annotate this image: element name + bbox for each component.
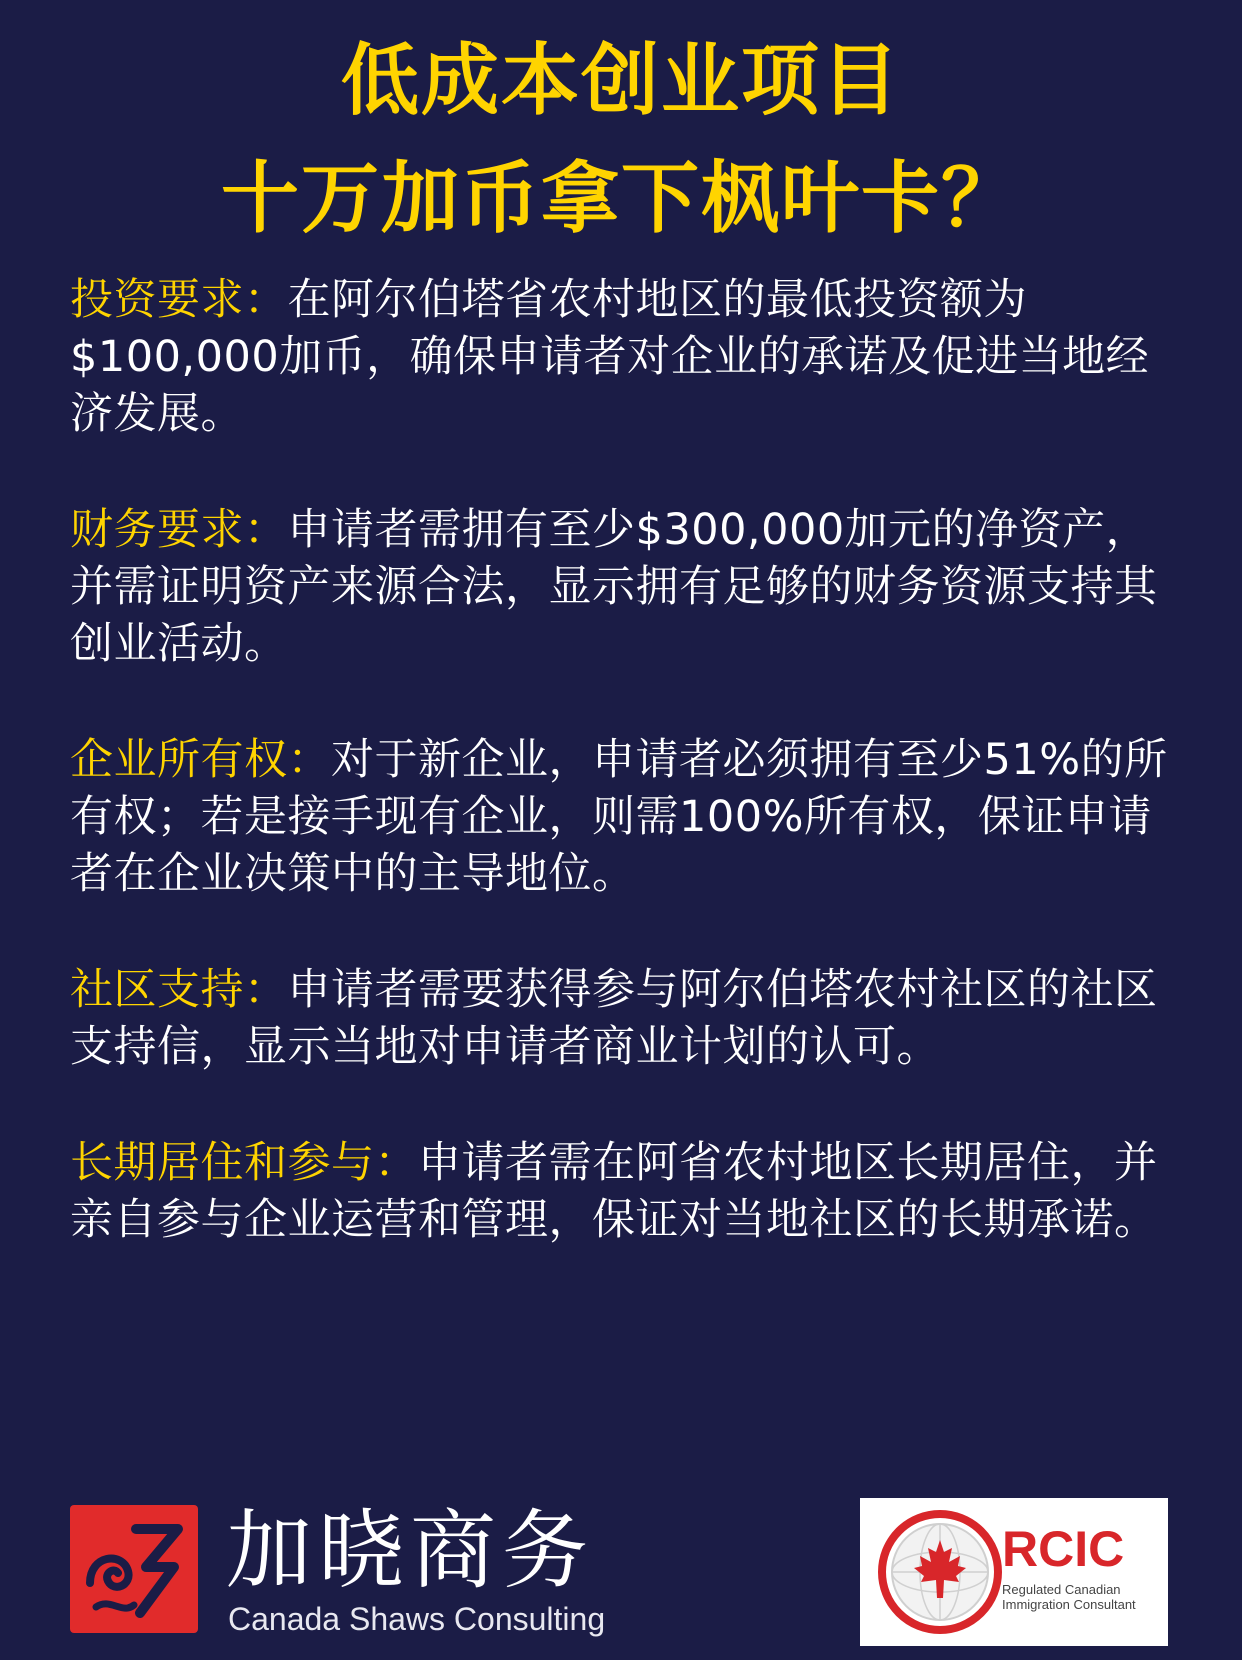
brand-name-english: Canada Shaws Consulting	[228, 1601, 606, 1637]
page-title: 低成本创业项目	[340, 36, 901, 126]
spiral-logo-icon	[70, 1505, 198, 1633]
section-investment	[70, 272, 1170, 443]
page-subtitle: 十万加币拿下枫叶卡？	[220, 154, 1021, 244]
requirements-list	[70, 272, 1170, 1308]
section-label: 企业所有权：	[70, 735, 331, 785]
section-ownership	[70, 732, 1170, 903]
section-residency	[70, 1135, 1170, 1249]
section-text: 申请者需要获得参与阿尔伯塔农村社区的社区支持信，显示当地对申请者商业计划的认可。	[70, 965, 1158, 1072]
rcic-title: RCIC	[1002, 1521, 1125, 1577]
section-financial	[70, 502, 1170, 673]
section-label: 投资要求：	[70, 275, 288, 325]
section-label: 长期居住和参与：	[70, 1138, 418, 1188]
section-label: 财务要求：	[70, 505, 288, 555]
section-text: 在阿尔伯塔省农村地区的最低投资额为$100,000加币，确保申请者对企业的承诺及促进当地经济发展。	[70, 275, 1150, 439]
maple-leaf-seal-icon	[878, 1510, 1002, 1634]
rcic-subtitle-line: Regulated Canadian	[1002, 1582, 1121, 1597]
section-text: 申请者需拥有至少$300,000加元的净资产，并需证明资产来源合法，显示拥有足够的财务资源支持其创业活动。	[70, 505, 1158, 669]
rcic-badge	[860, 1498, 1168, 1646]
rcic-subtitle-line: Immigration Consultant	[1002, 1597, 1136, 1612]
brand-name-chinese: 加晓商务	[226, 1501, 594, 1601]
section-label: 社区支持：	[70, 965, 288, 1015]
section-community	[70, 962, 1170, 1076]
section-text: 对于新企业，申请者必须拥有至少51%的所有权；若是接手现有企业，则需100%所有权，保证申请者在企业决策中的主导地位。	[70, 735, 1168, 899]
section-text: 申请者需在阿省农村地区长期居住，并亲自参与企业运营和管理，保证对当地社区的长期承诺。	[70, 1138, 1158, 1245]
rcic-subtitle	[1002, 1582, 1162, 1612]
